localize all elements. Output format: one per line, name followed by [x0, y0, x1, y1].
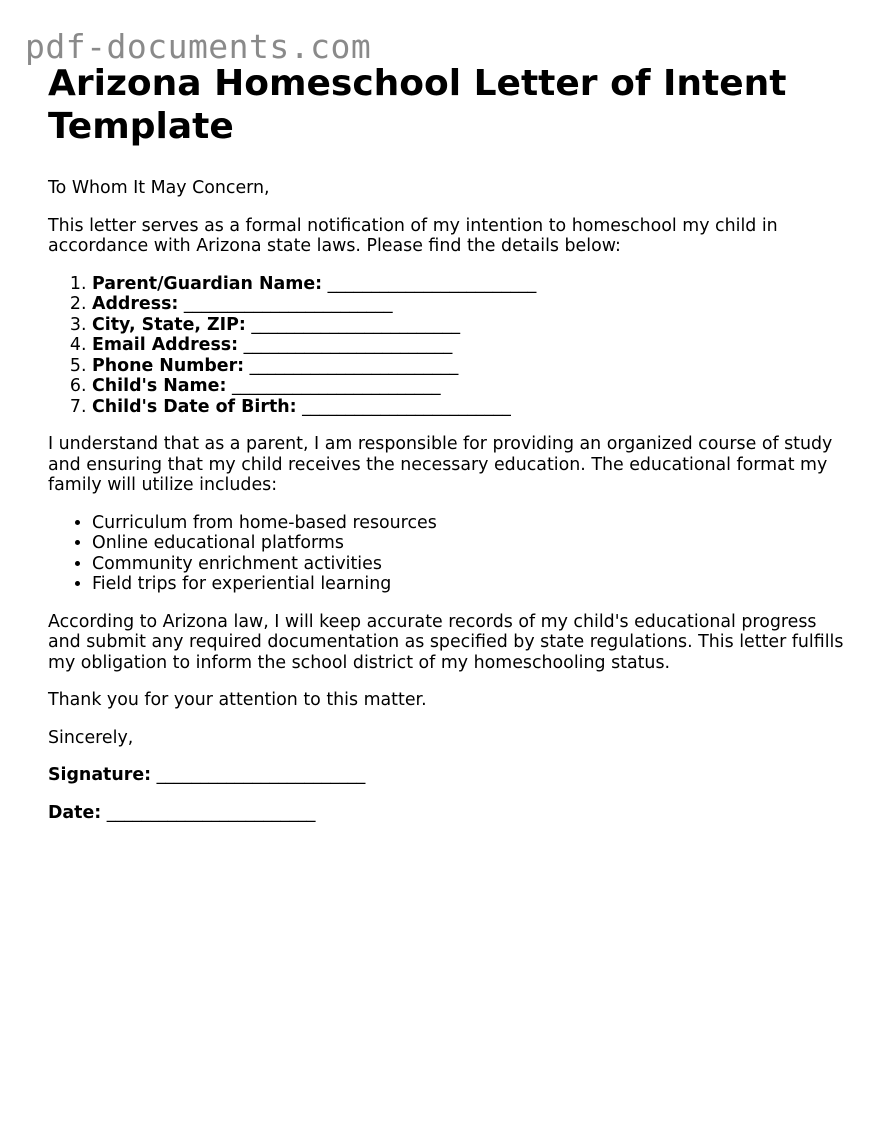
list-item: [92, 397, 848, 418]
field-blank: ________________________: [183, 294, 393, 314]
page-title: Arizona Homeschool Letter of Intent Template: [48, 63, 787, 147]
signature-blank: ________________________: [156, 765, 366, 785]
field-label: Address:: [92, 294, 179, 314]
field-blank: ________________________: [231, 376, 441, 396]
field-label: Email Address:: [92, 335, 239, 355]
list-item: [92, 294, 848, 315]
list-item: [92, 315, 848, 336]
field-label: Child's Date of Birth:: [92, 396, 297, 417]
details-list: [48, 274, 848, 418]
list-item: [92, 356, 848, 377]
greeting: To Whom It May Concern,: [48, 178, 270, 198]
format-list: [48, 513, 848, 595]
date-line: [48, 803, 848, 824]
signature-label: Signature:: [48, 765, 152, 785]
document-page: [48, 62, 848, 823]
list-item: • Curriculum from home-based resources: [92, 513, 848, 534]
field-label: Parent/Guardian Name:: [92, 273, 323, 294]
date-blank: ________________________: [106, 802, 316, 823]
field-label: City, State, ZIP:: [92, 314, 246, 335]
field-label: Child's Name:: [92, 376, 227, 396]
field-blank: ________________________: [302, 396, 511, 417]
field-blank: ________________________: [327, 273, 537, 294]
closing: Sincerely,: [48, 727, 134, 748]
field-blank: ________________________: [243, 335, 453, 355]
date-label: Date:: [48, 802, 102, 823]
field-label: Phone Number:: [92, 355, 245, 376]
intro-paragraph: This letter serves as a formal notification of my intention to homeschool my child in accordance with Arizona state laws. Please find the details below:: [48, 215, 778, 256]
records-paragraph: According to Arizona law, I will keep accurate records of my child's educational progress and submit any required documentation as specified by state regulations. This letter fulfills my obligation to inform the school district of my homeschooling status.: [48, 611, 844, 673]
responsibility-paragraph: I understand that as a parent, I am responsible for providing an organized course of study and ensuring that my child receives the necessary education. The educational format my family will utilize includes:: [48, 434, 833, 495]
list-item: • Field trips for experiential learning: [92, 574, 848, 595]
thanks-paragraph: Thank you for your attention to this matter.: [48, 690, 427, 710]
list-item: [92, 376, 848, 397]
list-item: • Community enrichment activities: [92, 554, 848, 575]
list-item: [92, 274, 848, 295]
list-item: [92, 335, 848, 356]
field-blank: ________________________: [249, 355, 459, 376]
list-item: • Online educational platforms: [92, 533, 848, 554]
watermark: pdf-documents.com: [25, 27, 372, 66]
field-blank: ________________________: [251, 314, 461, 335]
signature-line: [48, 765, 848, 786]
